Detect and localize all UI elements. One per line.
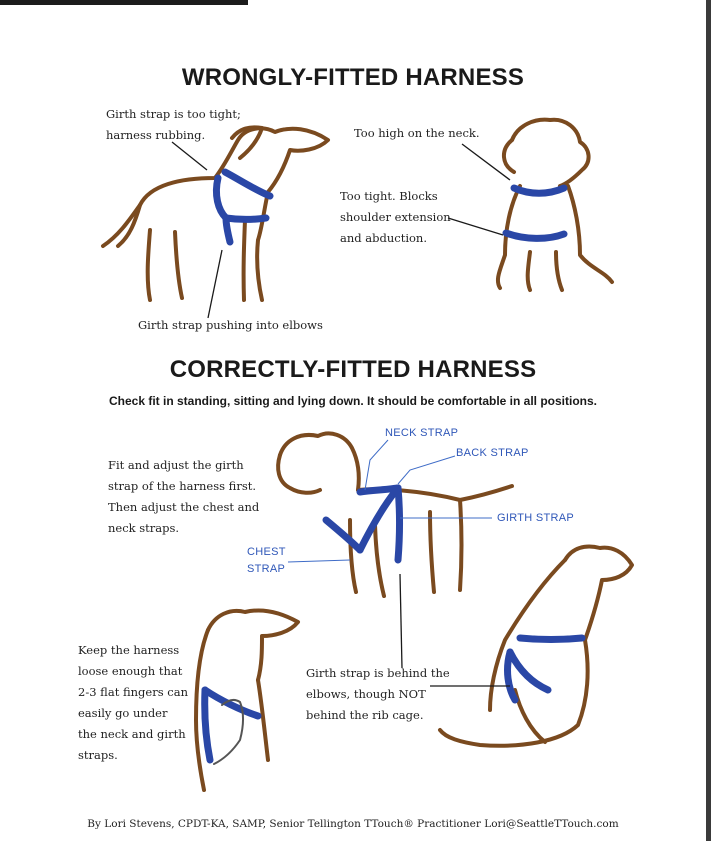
pointer-line-elbows: [208, 250, 222, 318]
pointer-line-too-tight: [448, 218, 503, 235]
pointer-line-girth-tight: [172, 142, 207, 170]
note-girth-too-tight: Girth strap is too tight; harness rubbing.: [106, 107, 241, 142]
dog-sitting-correct: [440, 547, 632, 746]
note-girth-behind-elbows: Girth strap is behind the elbows, though NOT behind the rib cage.: [306, 666, 450, 722]
pointer-line-chest-strap: [288, 560, 350, 562]
label-back-strap: BACK STRAP: [456, 447, 529, 459]
label-girth-strap: GIRTH STRAP: [497, 512, 575, 524]
footer-credit: By Lori Stevens, CPDT-KA, SAMP, Senior Tellington TTouch® Practitioner Lori@SeattleTTouch.com: [87, 818, 619, 830]
label-neck-strap: NECK STRAP: [385, 427, 459, 439]
note-keep-loose: Keep the harness loose enough that 2-3 flat fingers can easily go under the neck and girth straps.: [78, 643, 188, 762]
note-elbows: Girth strap pushing into elbows: [138, 318, 323, 332]
dog-sitting-front-too-high: [498, 120, 612, 290]
pointer-line-back-strap: [398, 456, 455, 484]
note-too-tight: Too tight. Blocks shoulder extension and abduction.: [340, 189, 451, 245]
note-adjust-girth: Fit and adjust the girth strap of the harness first. Then adjust the chest and neck straps.: [108, 458, 260, 535]
pointer-line-neck-strap: [365, 440, 388, 490]
dog-standing-too-tight: [103, 127, 328, 300]
pointer-line-high-neck: [462, 144, 510, 180]
scrollbar[interactable]: [706, 0, 711, 841]
note-high-neck: Too high on the neck.: [354, 126, 480, 140]
dog-hand-under-strap: [196, 610, 298, 790]
correct-title: CORRECTLY-FITTED HARNESS: [169, 356, 537, 383]
label-chest-strap: CHEST STRAP: [247, 546, 286, 575]
correct-subtitle: Check fit in standing, sitting and lying down. It should be comfortable in all positions.: [108, 394, 597, 408]
wrong-title: WRONGLY-FITTED HARNESS: [181, 64, 525, 91]
pointer-line-behind-v: [400, 574, 402, 668]
